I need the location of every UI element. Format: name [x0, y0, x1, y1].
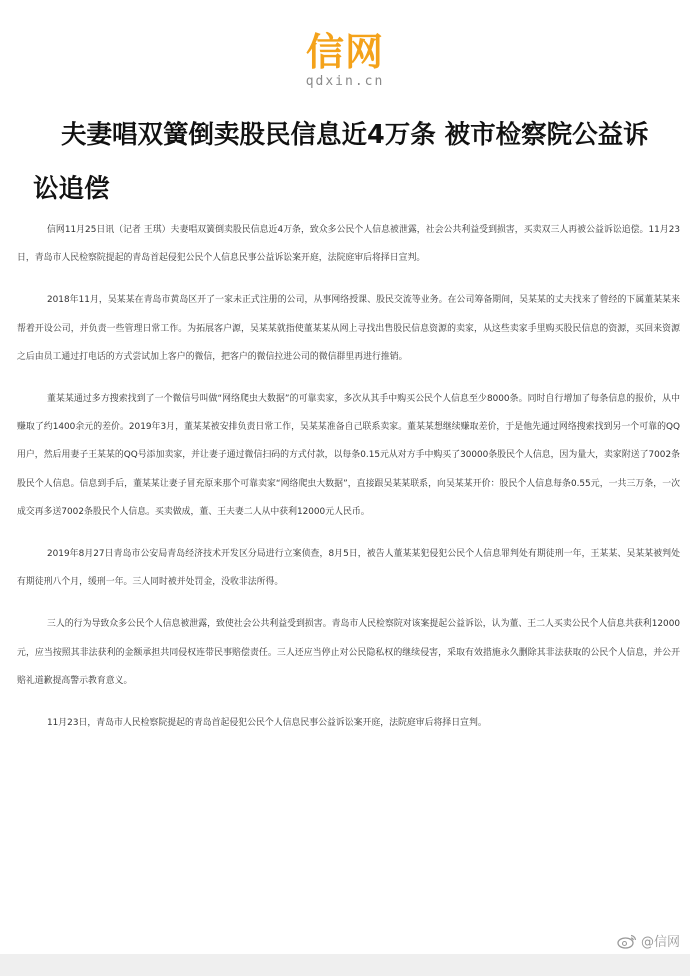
- logo-mark: 信网: [305, 30, 384, 74]
- article-paragraph: 信网11月25日讯（记者 王琪）夫妻唱双簧倒卖股民信息近4万条，致众多公民个人信息被泄露，社会公共利益受到损害，买卖双三人再被公益诉讼追偿。11月23日，青岛市人民检察院提起的青岛首起侵犯公民个人信息民事公益诉讼案开庭，法院庭审后将择日宣判。: [17, 225, 680, 264]
- logo-domain: qdxin.cn: [305, 74, 385, 89]
- site-logo: [0, 30, 690, 90]
- article-paragraph: 三人的行为导致众多公民个人信息被泄露，致使社会公共利益受到损害。青岛市人民检察院对该案提起公益诉讼，认为董、王二人买卖公民个人信息共获利12000元，应当按照其非法获利的金额承担共同侵权连带民事赔偿责任。三人还应当停止对公民隐私权的继续侵害，采取有效措施永久删除其非法获取的公民个人信息，并公开赔礼道歉提高警示教育意义。: [17, 619, 680, 686]
- article-headline: 夫妻唱双簧倒卖股民信息近4万条 被市检察院公益诉讼追偿: [33, 120, 649, 204]
- footer-bar: [0, 954, 690, 976]
- article-paragraph: 董某某通过多方搜索找到了一个微信号叫做“网络爬虫大数据”的可靠卖家，多次从其手中购买公民个人信息至少8000条。同时自行增加了每条信息的报价，从中赚取了约1400余元的差价。2019年3月，董某某被安排负责日常工作，吴某某准备自己联系卖家。董某某想继续赚取差价，于是他先通过网络搜索找到另一个可靠的QQ用户，然后用妻子王某某的QQ号添加卖家，并让妻子通过微信扫码的方式付款，以每条0.15元从对方手中购买了30000条股民个人信息，因为量大，卖家附送了7002条股民个人信息。信息到手后，董某某让妻子冒充原来那个可靠卖家“网络爬虫大数据”，直接跟吴某某联系，向吴某某开价：股民个人信息每条0.55元，一共三万条，一次成交再多送7002条股民个人信息。买卖做成，董、王夫妻二人从中获利12000元人民币。: [17, 394, 680, 517]
- watermark-text: @信网: [640, 935, 680, 950]
- article-paragraph: 2019年8月27日青岛市公安局青岛经济技术开发区分局进行立案侦查，8月5日，被告人董某某犯侵犯公民个人信息罪判处有期徒刑一年，王某某、吴某某被判处有期徒刑八个月，缓刑一年。三人同时被并处罚金，没收非法所得。: [17, 549, 680, 588]
- article-paragraph: 2018年11月，吴某某在青岛市黄岛区开了一家未正式注册的公司，从事网络授课、股民交流等业务。在公司筹备期间，吴某某的丈夫找来了曾经的下属董某某来帮着开设公司，并负责一些管理日常工作。为拓展客户源，吴某某就指使董某某从网上寻找出售股民信息资源的卖家，从这些卖家手里购买股民信息的资源，买回来资源之后由员工通过打电话的方式尝试加上客户的微信，把客户的微信拉进公司的微信群里再进行推销。: [17, 295, 680, 362]
- weibo-icon: [617, 933, 637, 949]
- article-body: [17, 216, 680, 751]
- weibo-watermark: [617, 931, 680, 950]
- article-paragraph: 11月23日，青岛市人民检察院提起的青岛首起侵犯公民个人信息民事公益诉讼案开庭，法院庭审后将择日宣判。: [47, 718, 487, 729]
